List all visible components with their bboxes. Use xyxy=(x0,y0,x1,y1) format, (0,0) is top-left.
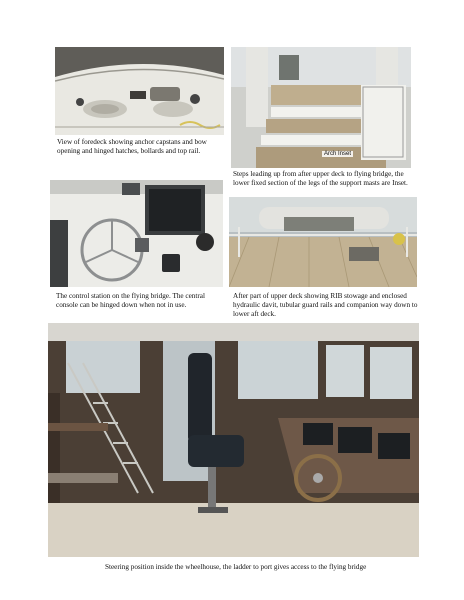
caption-foredeck: View of foredeck showing anchor capstans and bow opening and hinged hatches, bollards and top rail. xyxy=(57,138,207,155)
inset-label-arch: Arch Inset xyxy=(324,151,352,157)
caption-wheelhouse: Steering position inside the wheelhouse, the ladder to port gives access to the flying bridge xyxy=(105,563,367,571)
caption-steps: Steps leading up from after upper deck to flying bridge, the lower fixed section of the legs of the support masts are Inset. xyxy=(233,170,408,187)
caption-control-station: The control station on the flying bridge. The central console can be hinged down when not in use. xyxy=(56,292,205,309)
photo-steps xyxy=(231,47,411,168)
photo-control-station xyxy=(50,180,223,287)
photo-foredeck xyxy=(55,47,224,135)
caption-upper-deck: After part of upper deck showing RIB stowage and enclosed hydraulic davit, tubular guard rails and companion way down to lower aft deck. xyxy=(233,292,418,318)
photo-upper-deck xyxy=(229,197,417,287)
photo-wheelhouse xyxy=(48,323,419,557)
